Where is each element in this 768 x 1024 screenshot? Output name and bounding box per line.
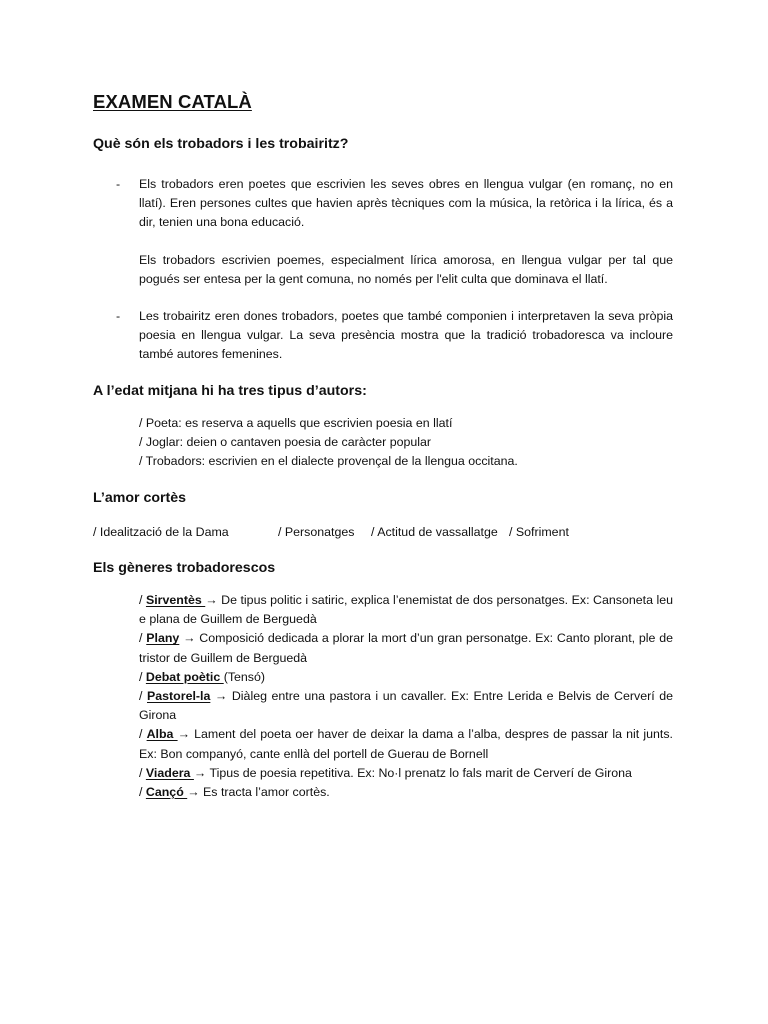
list-item-poeta: / Poeta: es reserva a aquells que escrivien poesia en llatí (139, 416, 453, 430)
genre-prefix: / (139, 593, 146, 607)
genre-canco (139, 783, 673, 802)
genre-prefix: / (139, 631, 147, 646)
paragraph-trobadors-2: Els trobadors escrivien poemes, especialment lírica amorosa, en llengua vulgar per tal que pogués ser entesa per la gent comuna, no només per l'elit culta que dominava el llatí. (139, 253, 673, 286)
genre-description: (Tensó) (223, 669, 266, 684)
section-heading-autors: A l’edat mitjana hi ha tres tipus d’autors: (93, 383, 367, 399)
section-heading-amor-cortes: L’amor cortès (93, 490, 187, 506)
amor-item-personatges: / Personatges (278, 525, 355, 539)
list-item-joglar: / Joglar: deien o cantaven poesia de caràcter popular (139, 435, 432, 450)
genre-name: Pastorel-la (147, 689, 211, 704)
genre-debat-poetic (139, 668, 673, 687)
amor-item-sofriment: / Sofriment (509, 525, 569, 539)
genre-prefix: / (139, 727, 147, 742)
genre-description: → Composició dedicada a plorar la mort d’un gran personatge. Ex: Canto plorant, ple de tristor de Guillem de Berguedà (139, 631, 673, 665)
genre-prefix: / (139, 765, 146, 780)
autors-list (139, 414, 673, 472)
genre-name: Plany (146, 631, 180, 646)
genre-description: → Diàleg entre una pastora i un cavaller. Ex: Entre Lerida e Belvis de Cerverí de Girona (139, 689, 673, 723)
genre-prefix: / (139, 669, 146, 684)
genre-viadera (139, 764, 673, 783)
genre-name: Viadera (145, 765, 194, 780)
genre-description: → Es tracta l’amor cortès. (187, 785, 330, 800)
paragraph-trobairitz: Les trobairitz eren dones trobadors, poetes que també componien i interpretaven la seva pròpia poesia en llengua vulgar. La seva presència mostra que la tradició trobadoresca va incloure també autores femenines. (139, 309, 673, 361)
list-item-trobadors: / Trobadors: escrivien en el dialecte provençal de la llengua occitana. (139, 454, 518, 469)
genre-plany (139, 629, 673, 667)
section-heading-generes: Els gèneres trobadorescos (93, 560, 276, 576)
bullet-dash: - (116, 177, 121, 191)
section-heading-trobadors: Què són els trobadors i les trobairitz? (93, 136, 349, 152)
bullet-dash: - (116, 309, 121, 323)
genre-description: → Tipus de poesia repetitiva. Ex: No·l prenatz lo fals marit de Cerverí de Girona (193, 765, 632, 780)
genre-pastorel-la (139, 687, 673, 725)
genre-prefix: / (139, 785, 146, 800)
genre-sirventes (139, 591, 673, 629)
generes-list (139, 591, 673, 802)
genre-name: Alba (146, 727, 178, 742)
genre-name: Sirventès (145, 593, 206, 607)
genre-prefix: / (139, 689, 147, 704)
amor-item-vassallatge: / Actitud de vassallatge (371, 525, 498, 539)
genre-description: → De tipus politic i satiric, explica l’enemistat de dos personatges. Ex: Cansoneta leu e plana de Guillem de Berguedà (139, 593, 673, 627)
genre-description: → Lament del poeta oer haver de deixar la dama a l’alba, despres de passar la nit junts. Ex: Bon companyó, cante enllà del portell de Guerau de Bornell (139, 727, 673, 761)
paragraph-trobadors-1: Els trobadors eren poetes que escrivien les seves obres en llengua vulgar (en romanç, no en llatí). Eren persones cultes que havien après tècniques com la música, la retòrica i la lírica, és a dir, tenien una bona educació. (139, 177, 673, 229)
genre-name: Debat poètic (145, 669, 224, 684)
genre-name: Cançó (145, 785, 188, 800)
document-title: EXAMEN CATALÀ (93, 91, 252, 112)
amor-item-dama: / Idealització de la Dama (93, 525, 229, 539)
genre-alba (139, 725, 673, 763)
